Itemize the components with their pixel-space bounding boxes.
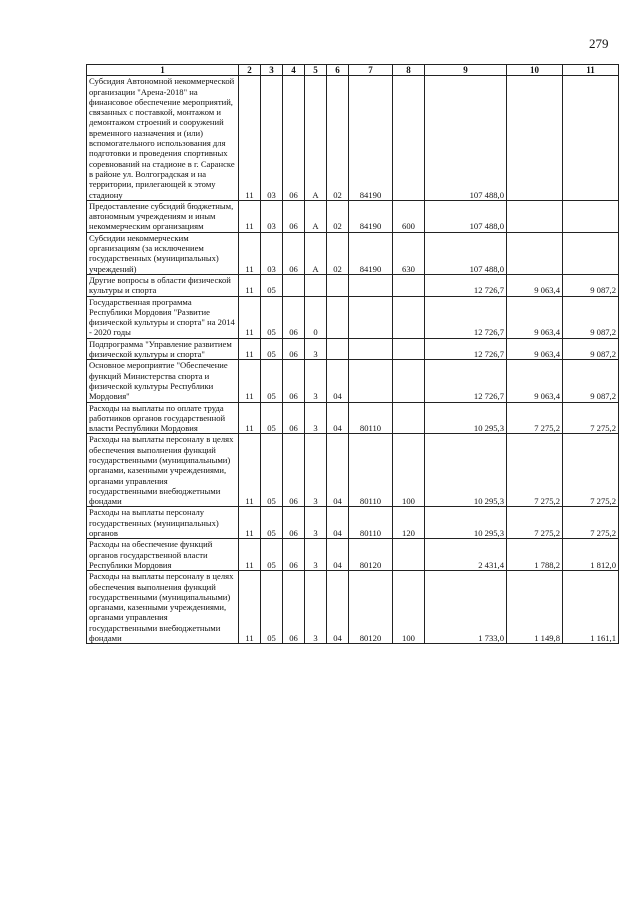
cell-ministry: 11 (239, 360, 261, 402)
row-name: Расходы на выплаты персоналу в целях обеспечения выполнения функций государственными (муниципальными) органами, казенными учреждениями, органами управления государственными внебюджетными фондами (87, 434, 239, 507)
cell-amount-3 (563, 200, 619, 232)
cell-section: 05 (261, 360, 283, 402)
cell-expense-type: 100 (393, 434, 425, 507)
column-header: 5 (305, 65, 327, 76)
cell-ministry: 11 (239, 274, 261, 296)
cell-section: 05 (261, 571, 283, 644)
table-row (87, 539, 619, 571)
cell-program (283, 274, 305, 296)
cell-amount-1: 10 295,3 (425, 507, 507, 539)
cell-amount-2: 1 788,2 (507, 539, 563, 571)
cell-section: 05 (261, 274, 283, 296)
cell-ministry: 11 (239, 507, 261, 539)
cell-amount-2: 1 149,8 (507, 571, 563, 644)
cell-amount-1: 12 726,7 (425, 296, 507, 338)
cell-subprogram: 3 (305, 402, 327, 434)
table-row (87, 76, 619, 201)
cell-program: 06 (283, 200, 305, 232)
table-row (87, 507, 619, 539)
cell-subprogram: 3 (305, 571, 327, 644)
cell-amount-2: 7 275,2 (507, 507, 563, 539)
cell-measure: 04 (327, 434, 349, 507)
cell-subprogram: 3 (305, 434, 327, 507)
cell-amount-2: 9 063,4 (507, 274, 563, 296)
cell-program: 06 (283, 507, 305, 539)
cell-direction (349, 360, 393, 402)
cell-amount-1: 1 733,0 (425, 571, 507, 644)
cell-section: 03 (261, 76, 283, 201)
table-row (87, 200, 619, 232)
table-row (87, 402, 619, 434)
column-header: 1 (87, 65, 239, 76)
cell-section: 05 (261, 539, 283, 571)
cell-program: 06 (283, 338, 305, 360)
cell-expense-type: 600 (393, 200, 425, 232)
table-row (87, 360, 619, 402)
cell-amount-3: 7 275,2 (563, 434, 619, 507)
cell-direction (349, 338, 393, 360)
cell-program: 06 (283, 571, 305, 644)
cell-subprogram (305, 274, 327, 296)
row-name: Другие вопросы в области физической культуры и спорта (87, 274, 239, 296)
cell-program: 06 (283, 539, 305, 571)
cell-direction (349, 296, 393, 338)
cell-amount-2: 7 275,2 (507, 434, 563, 507)
cell-amount-1: 107 488,0 (425, 200, 507, 232)
cell-measure: 04 (327, 571, 349, 644)
cell-amount-3: 9 087,2 (563, 360, 619, 402)
column-header: 9 (425, 65, 507, 76)
cell-amount-3: 1 161,1 (563, 571, 619, 644)
cell-direction: 80110 (349, 402, 393, 434)
cell-measure: 02 (327, 76, 349, 201)
cell-expense-type: 630 (393, 232, 425, 274)
row-name: Государственная программа Республики Мордовия "Развитие физической культуры и спорта" на 2014 - 2020 годы (87, 296, 239, 338)
cell-subprogram: А (305, 232, 327, 274)
cell-amount-3: 9 087,2 (563, 274, 619, 296)
budget-table (86, 64, 619, 644)
cell-direction: 84190 (349, 200, 393, 232)
cell-direction: 80110 (349, 434, 393, 507)
cell-expense-type (393, 296, 425, 338)
cell-subprogram: 3 (305, 539, 327, 571)
cell-amount-2: 7 275,2 (507, 402, 563, 434)
cell-program: 06 (283, 76, 305, 201)
cell-expense-type (393, 76, 425, 201)
column-header: 7 (349, 65, 393, 76)
cell-amount-2 (507, 232, 563, 274)
row-name: Предоставление субсидий бюджетным, автономным учреждениям и иным некоммерческим организациям (87, 200, 239, 232)
cell-amount-1: 107 488,0 (425, 232, 507, 274)
cell-program: 06 (283, 296, 305, 338)
cell-subprogram: А (305, 76, 327, 201)
cell-ministry: 11 (239, 434, 261, 507)
cell-amount-3: 1 812,0 (563, 539, 619, 571)
cell-measure (327, 274, 349, 296)
page-number: 279 (589, 36, 609, 51)
row-name: Основное мероприятие "Обеспечение функций Министерства спорта и физической культуры Республики Мордовия" (87, 360, 239, 402)
cell-program: 06 (283, 232, 305, 274)
cell-measure: 04 (327, 360, 349, 402)
cell-amount-2: 9 063,4 (507, 296, 563, 338)
cell-direction (349, 274, 393, 296)
cell-ministry: 11 (239, 200, 261, 232)
cell-direction: 84190 (349, 232, 393, 274)
row-name: Расходы на выплаты персоналу в целях обеспечения выполнения функций государственными (муниципальными) органами, казенными учреждениями, органами управления государственными внебюджетными фондами (87, 571, 239, 644)
column-header: 2 (239, 65, 261, 76)
cell-subprogram: 3 (305, 507, 327, 539)
cell-amount-1: 10 295,3 (425, 402, 507, 434)
column-header: 8 (393, 65, 425, 76)
row-name: Расходы на выплаты персоналу государственных (муниципальных) органов (87, 507, 239, 539)
cell-amount-1: 10 295,3 (425, 434, 507, 507)
cell-ministry: 11 (239, 338, 261, 360)
cell-section: 05 (261, 338, 283, 360)
cell-program: 06 (283, 402, 305, 434)
cell-program: 06 (283, 434, 305, 507)
cell-expense-type (393, 274, 425, 296)
cell-amount-1: 12 726,7 (425, 274, 507, 296)
cell-section: 05 (261, 402, 283, 434)
cell-ministry: 11 (239, 76, 261, 201)
cell-ministry: 11 (239, 402, 261, 434)
row-name: Расходы на обеспечение функций органов государственной власти Республики Мордовия (87, 539, 239, 571)
cell-section: 03 (261, 200, 283, 232)
cell-measure: 04 (327, 507, 349, 539)
cell-subprogram: 3 (305, 338, 327, 360)
cell-amount-1: 12 726,7 (425, 360, 507, 402)
cell-amount-3: 9 087,2 (563, 296, 619, 338)
table-row (87, 296, 619, 338)
cell-amount-1: 107 488,0 (425, 76, 507, 201)
cell-ministry: 11 (239, 232, 261, 274)
cell-measure (327, 338, 349, 360)
column-header: 6 (327, 65, 349, 76)
table-row (87, 434, 619, 507)
cell-ministry: 11 (239, 571, 261, 644)
column-header: 10 (507, 65, 563, 76)
cell-direction: 80120 (349, 571, 393, 644)
table-row (87, 232, 619, 274)
cell-direction: 80110 (349, 507, 393, 539)
table-row (87, 274, 619, 296)
table-row (87, 571, 619, 644)
row-name: Расходы на выплаты по оплате труда работников органов государственной власти Республики Мордовия (87, 402, 239, 434)
cell-expense-type (393, 338, 425, 360)
cell-ministry: 11 (239, 539, 261, 571)
cell-amount-2 (507, 200, 563, 232)
column-header: 3 (261, 65, 283, 76)
cell-expense-type: 100 (393, 571, 425, 644)
cell-amount-3: 9 087,2 (563, 338, 619, 360)
cell-subprogram: А (305, 200, 327, 232)
cell-amount-3 (563, 232, 619, 274)
cell-expense-type (393, 402, 425, 434)
row-name: Субсидии некоммерческим организациям (за исключением государственных (муниципальных) учреждений) (87, 232, 239, 274)
cell-section: 05 (261, 296, 283, 338)
cell-expense-type (393, 360, 425, 402)
row-name: Субсидия Автономной некоммерческой организации "Арена-2018" на финансовое обеспечение мероприятий, связанных с поставкой, монтажом и демонтажом строений и сооружений временного назначения и (или) вспомогательного использования для подготовки и проведения спортивных соревнований на стадионе в г. Саранске в районе ул. Волгоградская и на территории, прилегающей к этому стадиону (87, 76, 239, 201)
cell-amount-1: 12 726,7 (425, 338, 507, 360)
cell-subprogram: 3 (305, 360, 327, 402)
cell-section: 05 (261, 434, 283, 507)
column-header: 4 (283, 65, 305, 76)
cell-amount-2 (507, 76, 563, 201)
cell-measure: 04 (327, 539, 349, 571)
cell-amount-3 (563, 76, 619, 201)
cell-amount-2: 9 063,4 (507, 338, 563, 360)
cell-expense-type: 120 (393, 507, 425, 539)
cell-measure (327, 296, 349, 338)
column-header: 11 (563, 65, 619, 76)
cell-amount-3: 7 275,2 (563, 402, 619, 434)
cell-direction: 80120 (349, 539, 393, 571)
cell-measure: 04 (327, 402, 349, 434)
cell-measure: 02 (327, 232, 349, 274)
cell-section: 03 (261, 232, 283, 274)
cell-amount-2: 9 063,4 (507, 360, 563, 402)
cell-subprogram: 0 (305, 296, 327, 338)
cell-ministry: 11 (239, 296, 261, 338)
header-row (87, 65, 619, 76)
table-row (87, 338, 619, 360)
cell-section: 05 (261, 507, 283, 539)
cell-program: 06 (283, 360, 305, 402)
cell-amount-3: 7 275,2 (563, 507, 619, 539)
cell-direction: 84190 (349, 76, 393, 201)
cell-measure: 02 (327, 200, 349, 232)
cell-amount-1: 2 431,4 (425, 539, 507, 571)
cell-expense-type (393, 539, 425, 571)
row-name: Подпрограмма "Управление развитием физической культуры и спорта" (87, 338, 239, 360)
